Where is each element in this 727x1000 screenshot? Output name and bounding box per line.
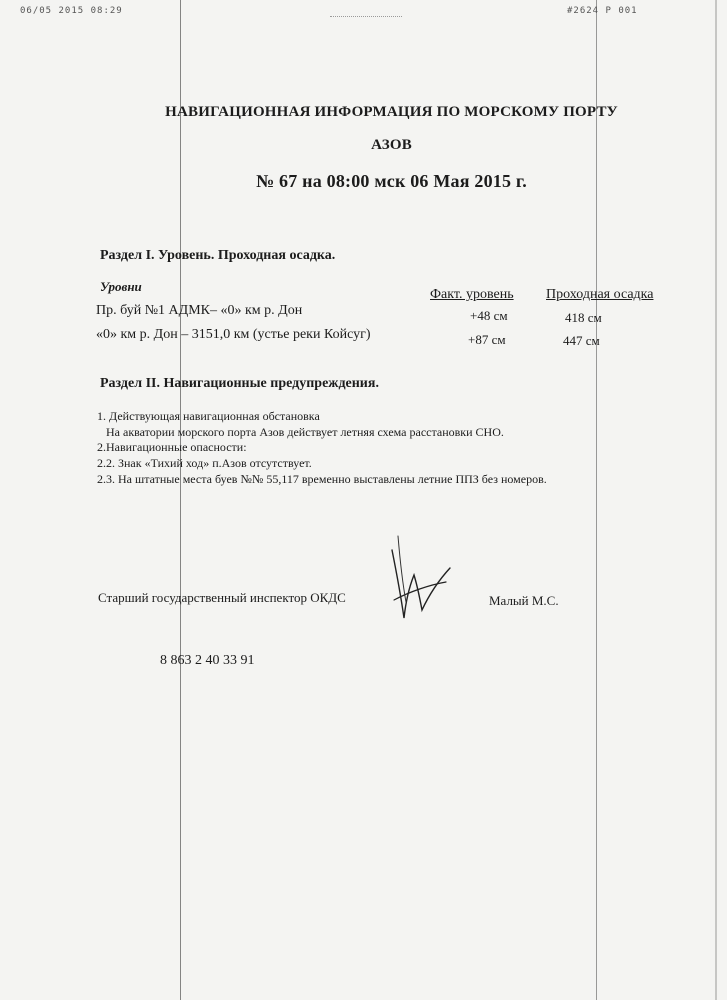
fax-header-page: #2624 P 001 (567, 6, 638, 16)
signatory-name: Малый М.С. (489, 593, 559, 608)
column-header-draft: Проходная осадка (546, 287, 654, 302)
level-row-name: «0» км р. Дон – 3151,0 км (устье реки Койсуг) (96, 327, 371, 342)
contact-phone: 8 863 2 40 33 91 (160, 653, 255, 668)
warning-line: На акватории морского порта Азов действует летняя схема расстановки СНО. (106, 425, 504, 439)
signatory-position: Старший государственный инспектор ОКДС (98, 590, 346, 605)
document-number-date: № 67 на 08:00 мск 06 Мая 2015 г. (256, 171, 527, 191)
warning-line: 2.3. На штатные места буев №№ 55,117 временно выставлены летние ППЗ без номеров. (97, 472, 547, 486)
warning-line: 2.Навигационные опасности: (97, 440, 247, 454)
column-header-fact-level: Факт. уровень (430, 287, 514, 302)
handwritten-signature (384, 530, 454, 625)
level-row-draft: 418 см (565, 310, 602, 325)
level-row-fact: +87 см (468, 332, 506, 347)
warning-line: 1. Действующая навигационная обстановка (97, 409, 320, 423)
section-2-heading: Раздел II. Навигационные предупреждения. (100, 376, 379, 391)
level-row-name: Пр. буй №1 АДМК– «0» км р. Дон (96, 303, 303, 318)
fax-smudge (330, 16, 402, 19)
level-row-draft: 447 см (563, 333, 600, 348)
document-title: НАВИГАЦИОННАЯ ИНФОРМАЦИЯ ПО МОРСКОМУ ПОРТУ (165, 104, 618, 120)
section-1-heading: Раздел I. Уровень. Проходная осадка. (100, 248, 336, 263)
document-title-port: АЗОВ (371, 137, 412, 153)
level-row-fact: +48 см (470, 308, 508, 323)
warning-line: 2.2. Знак «Тихий ход» п.Азов отсутствует. (97, 456, 312, 470)
fax-header-timestamp: 06/05 2015 08:29 (20, 6, 123, 16)
levels-label: Уровни (100, 279, 142, 294)
